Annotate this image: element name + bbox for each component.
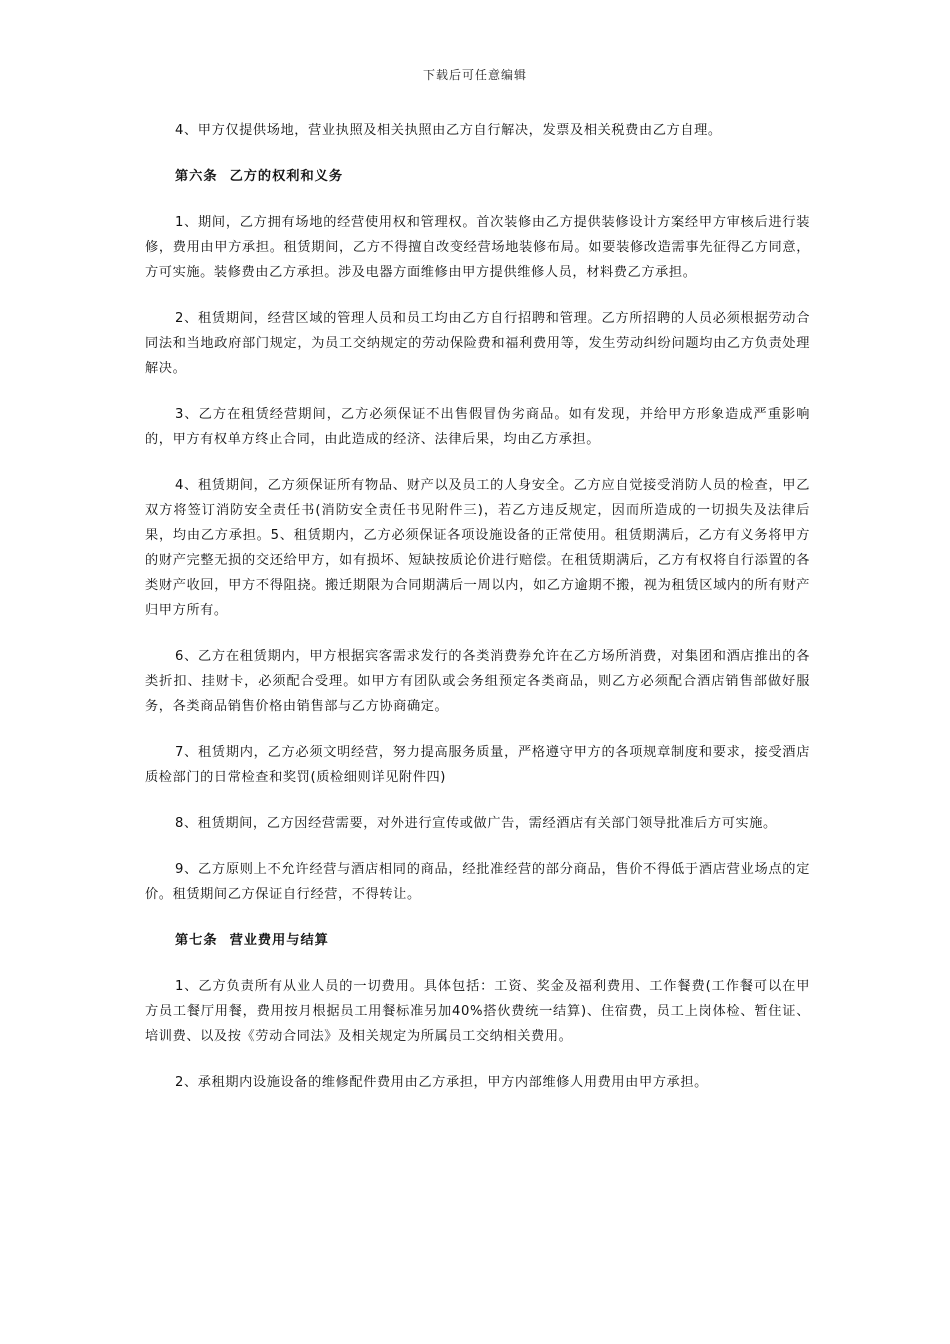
clause-6-item-3: 3、乙方在租赁经营期间，乙方必须保证不出售假冒伪劣商品。如有发现，并给甲方形象造成严重影响的，甲方有权单方终止合同，由此造成的经济、法律后果，均由乙方承担。 [145, 407, 810, 447]
section-heading-article-7 [145, 928, 810, 953]
page-header: 下载后可任意编辑 [422, 68, 527, 82]
article-title: 营业费用与结算 [229, 933, 329, 948]
article-number: 第七条 [175, 933, 218, 948]
article-number: 第六条 [175, 169, 218, 184]
clause-6-item-1: 1、期间，乙方拥有场地的经营使用权和管理权。首次装修由乙方提供装修设计方案经甲方审核后进行装修，费用由甲方承担。租赁期间，乙方不得擅自改变经营场地装修布局。如要装修改造需事先征得乙方同意，方可实施。装修费由乙方承担。涉及电器方面维修由甲方提供维修人员，材料费乙方承担。 [145, 215, 810, 280]
article-title: 乙方的权利和义务 [229, 169, 344, 184]
clause-6-item-9: 9、乙方原则上不允许经营与酒店相同的商品，经批准经营的部分商品，售价不得低于酒店营业场点的定价。租赁期间乙方保证自行经营，不得转让。 [145, 862, 810, 902]
clause-6-item-8: 8、租赁期间，乙方因经营需要，对外进行宣传或做广告，需经酒店有关部门领导批准后方可实施。 [175, 816, 777, 831]
clause-6-item-4-5: 4、租赁期间，乙方须保证所有物品、财产以及员工的人身安全。乙方应自觉接受消防人员的检查，甲乙双方将签订消防安全责任书(消防安全责任书见附件三)，若乙方违反规定，因而所造成的一切损失及法律后果，均由乙方承担。5、租赁期内，乙方必须保证各项设施设备的正常使用。租赁期满后，乙方有义务将甲方的财产完整无损的交还给甲方，如有损坏、短缺按质论价进行赔偿。在租赁期满后，乙方有权将自行添置的各类财产收回，甲方不得阻挠。搬迁期限为合同期满后一周以内，如乙方逾期不搬，视为租赁区域内的所有财产归甲方所有。 [145, 478, 810, 618]
clause-6-item-2: 2、租赁期间，经营区域的管理人员和员工均由乙方自行招聘和管理。乙方所招聘的人员必须根据劳动合同法和当地政府部门规定，为员工交纳规定的劳动保险费和福利费用等，发生劳动纠纷问题均由乙方负责处理解决。 [145, 311, 810, 376]
clause-6-item-6: 6、乙方在租赁期内，甲方根据宾客需求发行的各类消费券允许在乙方场所消费，对集团和酒店推出的各类折扣、挂财卡，必须配合受理。如甲方有团队或会务组预定各类商品，则乙方必须配合酒店销售部做好服务，各类商品销售价格由销售部与乙方协商确定。 [145, 649, 810, 714]
clause-7-item-2: 2、承租期内设施设备的维修配件费用由乙方承担，甲方内部维修人用费用由甲方承担。 [175, 1075, 708, 1090]
clause-6-item-7: 7、租赁期内，乙方必须文明经营，努力提高服务质量，严格遵守甲方的各项规章制度和要求，接受酒店质检部门的日常检查和奖罚(质检细则详见附件四) [145, 745, 810, 785]
document-body [145, 118, 810, 1116]
clause-7-item-1: 1、乙方负责所有从业人员的一切费用。具体包括：工资、奖金及福利费用、工作餐费(工作餐可以在甲方员工餐厅用餐，费用按月根据员工用餐标准另加40%搭伙费统一结算)、住宿费，员工上岗体检、暂住证、培训费、以及按《劳动合同法》及相关规定为所属员工交纳相关费用。 [145, 979, 810, 1044]
section-heading-article-6 [145, 164, 810, 189]
clause-5-item-4: 4、甲方仅提供场地，营业执照及相关执照由乙方自行解决，发票及相关税费由乙方自理。 [175, 123, 722, 138]
